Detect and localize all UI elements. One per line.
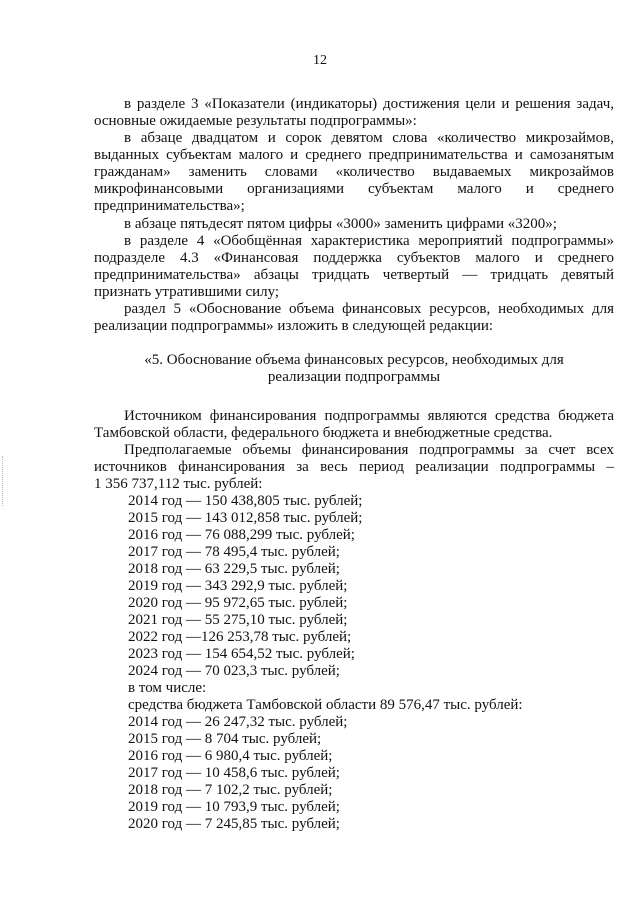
heading-line: реализации подпрограммы — [267, 369, 441, 385]
paragraph-sources — [94, 408, 614, 442]
text-line: 1 356 737,112 тыс. рублей: — [94, 476, 263, 492]
list-item: 2022 год —126 253,78 тыс. рублей; — [128, 629, 352, 645]
list-item: 2018 год — 7 102,2 тыс. рублей; — [128, 782, 333, 798]
section-heading — [94, 352, 614, 386]
total-by-year-list — [128, 493, 608, 714]
heading-line: «5. Обоснование объема финансовых ресурсов, необходимых для — [144, 352, 564, 368]
text-line: предпринимательства»; — [94, 198, 245, 214]
text-line: гражданам» заменить словами «количество выдаваемых микрозаймов — [94, 164, 614, 180]
paragraph-section4 — [94, 233, 614, 301]
including-label: в том числе: — [128, 680, 207, 696]
list-item: 2016 год — 6 980,4 тыс. рублей; — [128, 748, 333, 764]
text-line: в абзаце двадцатом и сорок девятом слова «количество микрозаймов, — [124, 130, 614, 146]
page-number: 12 — [313, 53, 327, 68]
list-item: 2017 год — 10 458,6 тыс. рублей; — [128, 765, 340, 781]
list-item: 2021 год — 55 275,10 тыс. рублей; — [128, 612, 348, 628]
text-line: Предполагаемые объемы финансирования подпрограммы за счет всех — [124, 442, 614, 458]
text-line: признать утратившими силу; — [94, 284, 280, 300]
paragraph-section3 — [94, 96, 614, 130]
text-line: подразделе 4.3 «Финансовая поддержка субъектов малого и среднего — [94, 250, 614, 266]
list-item: 2024 год — 70 023,3 тыс. рублей; — [128, 663, 340, 679]
text-line: реализации подпрограммы» изложить в следующей редакции: — [94, 318, 494, 334]
list-item: 2020 год — 95 972,65 тыс. рублей; — [128, 595, 348, 611]
text-line: микрофинансовыми организациями субъектам малого и среднего — [94, 181, 614, 197]
list-item: 2017 год — 78 495,4 тыс. рублей; — [128, 544, 340, 560]
text-line: источников финансирования за весь период реализации подпрограммы – — [94, 459, 614, 475]
text-line: Источником финансирования подпрограммы являются средства бюджета — [124, 408, 614, 424]
list-item: 2016 год — 76 088,299 тыс. рублей; — [128, 527, 355, 543]
list-item: 2018 год — 63 229,5 тыс. рублей; — [128, 561, 340, 577]
list-item: 2015 год — 8 704 тыс. рублей; — [128, 731, 322, 747]
text-line: в абзаце пятьдесят пятом цифры «3000» заменить цифрами «3200»; — [124, 216, 557, 232]
paragraph-section5 — [94, 301, 614, 335]
list-item: 2020 год — 7 245,85 тыс. рублей; — [128, 816, 340, 832]
text-line: выданных субъектам малого и среднего предпринимательства и самозанятым — [94, 147, 614, 163]
regional-budget-label: средства бюджета Тамбовской области 89 576,47 тыс. рублей: — [128, 697, 523, 713]
regional-by-year-list — [128, 714, 608, 833]
text-line: в разделе 3 «Показатели (индикаторы) достижения цели и решения задач, — [124, 96, 614, 112]
list-item: 2014 год — 150 438,805 тыс. рублей; — [128, 493, 363, 509]
text-line: в разделе 4 «Обобщённая характеристика мероприятий подпрограммы» — [124, 233, 614, 249]
text-line: Тамбовской области, федерального бюджета и внебюджетные средства. — [94, 425, 553, 441]
paragraph-figures — [94, 216, 614, 233]
text-line: предпринимательства» абзацы тридцать четвертый — тридцать девятый — [94, 267, 614, 283]
paragraph-microloans — [94, 130, 614, 215]
list-item: 2023 год — 154 654,52 тыс. рублей; — [128, 646, 355, 662]
margin-stamp-mark — [2, 456, 9, 506]
list-item: 2019 год — 343 292,9 тыс. рублей; — [128, 578, 348, 594]
paragraph-volumes — [94, 442, 614, 493]
list-item: 2015 год — 143 012,858 тыс. рублей; — [128, 510, 363, 526]
list-item: 2019 год — 10 793,9 тыс. рублей; — [128, 799, 340, 815]
list-item: 2014 год — 26 247,32 тыс. рублей; — [128, 714, 348, 730]
text-line: раздел 5 «Обоснование объема финансовых ресурсов, необходимых для — [124, 301, 614, 317]
text-line: основные ожидаемые результаты подпрограммы»: — [94, 113, 417, 129]
